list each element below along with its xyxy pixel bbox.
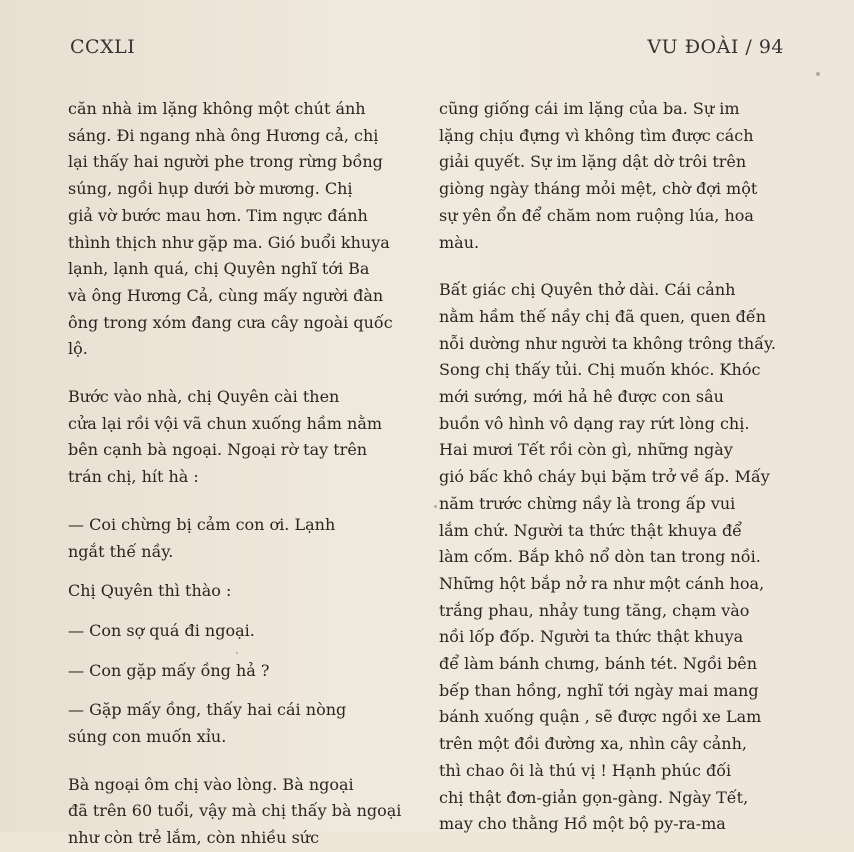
dialogue-line: — Con sợ quá đi ngoại. [68, 620, 255, 640]
paragraph: cũng giống cái im lặng của ba. Sự im lặng chịu đựng vì không tìm được cách giải quyết. Sự im lặng dật dờ trôi trên giòng ngày tháng mỏi mệt, chờ đợi một sự yên ổn để chăm nom ruộng lúa, hoa màu. [439, 99, 758, 252]
paper-speck [236, 652, 238, 654]
paragraph: Bước vào nhà, chị Quyên cài then cửa lại rồi vội vã chun xuống hầm nằm bên cạnh bà ngoại. Ngoại rờ tay trên trán chị, hít hà : [68, 387, 383, 487]
dialogue-line: Chị Quyên thì thào : [68, 581, 232, 601]
running-header-title-page-number: VU ĐOÀI / 94 [647, 36, 784, 58]
dialogue-line: — Coi chừng bị cảm con ơi. Lạnh ngắt thế nầy. [68, 514, 336, 561]
paragraph: Bà ngoại ôm chị vào lòng. Bà ngoại đã trên 60 tuổi, vậy mà chị thấy bà ngoại như còn trẻ lắm, còn nhiều sức [68, 774, 402, 848]
dialogue-line: — Con gặp mấy ồng hả ? [68, 660, 270, 680]
left-text-column [68, 96, 414, 852]
paragraph: căn nhà im lặng không một chút ánh sáng. Đi ngang nhà ông Hương cả, chị lại thấy hai người phe trong rừng bồng súng, ngồi hụp dưới bờ mương. Chị giả vờ bước mau hơn. Tim ngực đánh thình thịch như gặp ma. Gió buổi khuya lạnh, lạnh quá, chị Quyên nghĩ tới Ba và ông Hương Cả, cùng mấy người đàn ông trong xóm đang cưa cây ngoài quốc lộ. [68, 99, 393, 359]
chapter-number: CCXLI [70, 36, 136, 58]
paper-speck [816, 72, 820, 76]
paragraph: Bất giác chị Quyên thở dài. Cái cảnh nằm hầm thế nầy chị đã quen, quen đến nỗi dường như người ta không trông thấy. Song chị thấy tủi. Chị muốn khóc. Khóc mới sướng, mới hả hê được con sâu buồn vô hình vô dạng ray rứt lòng chị. Hai mươi Tết rồi còn gì, những ngày gió bấc khô cháy bụi bặm trở về ấp. Mấy năm trước chừng nầy là trong ấp vui lắm chứ. Người ta thức thật khuya để làm cốm. Bắp khô nổ dòn tan trong nồi. Những hột bắp nở ra như một cánh hoa, trắng phau, nhảy tung tăng, chạm vào nồi lốp đốp. Người ta thức thật khuya để làm bánh chưng, bánh tét. Ngồi bên bếp than hồng, nghĩ tới ngày mai mang bánh xuống quận , sẽ được ngồi xe Lam trên một đồi đường xa, nhìn cây cảnh, thì chao ôi là thú vị ! Hạnh phúc đối chị thật đơn-giản gọn-gàng. Ngày Tết, may cho thằng Hồ một bộ py-ra-ma [439, 280, 776, 834]
dialogue-line: — Gặp mấy ồng, thấy hai cái nòng súng con muốn xỉu. [68, 700, 347, 747]
right-text-column [439, 96, 784, 838]
paper-speck [434, 505, 437, 508]
